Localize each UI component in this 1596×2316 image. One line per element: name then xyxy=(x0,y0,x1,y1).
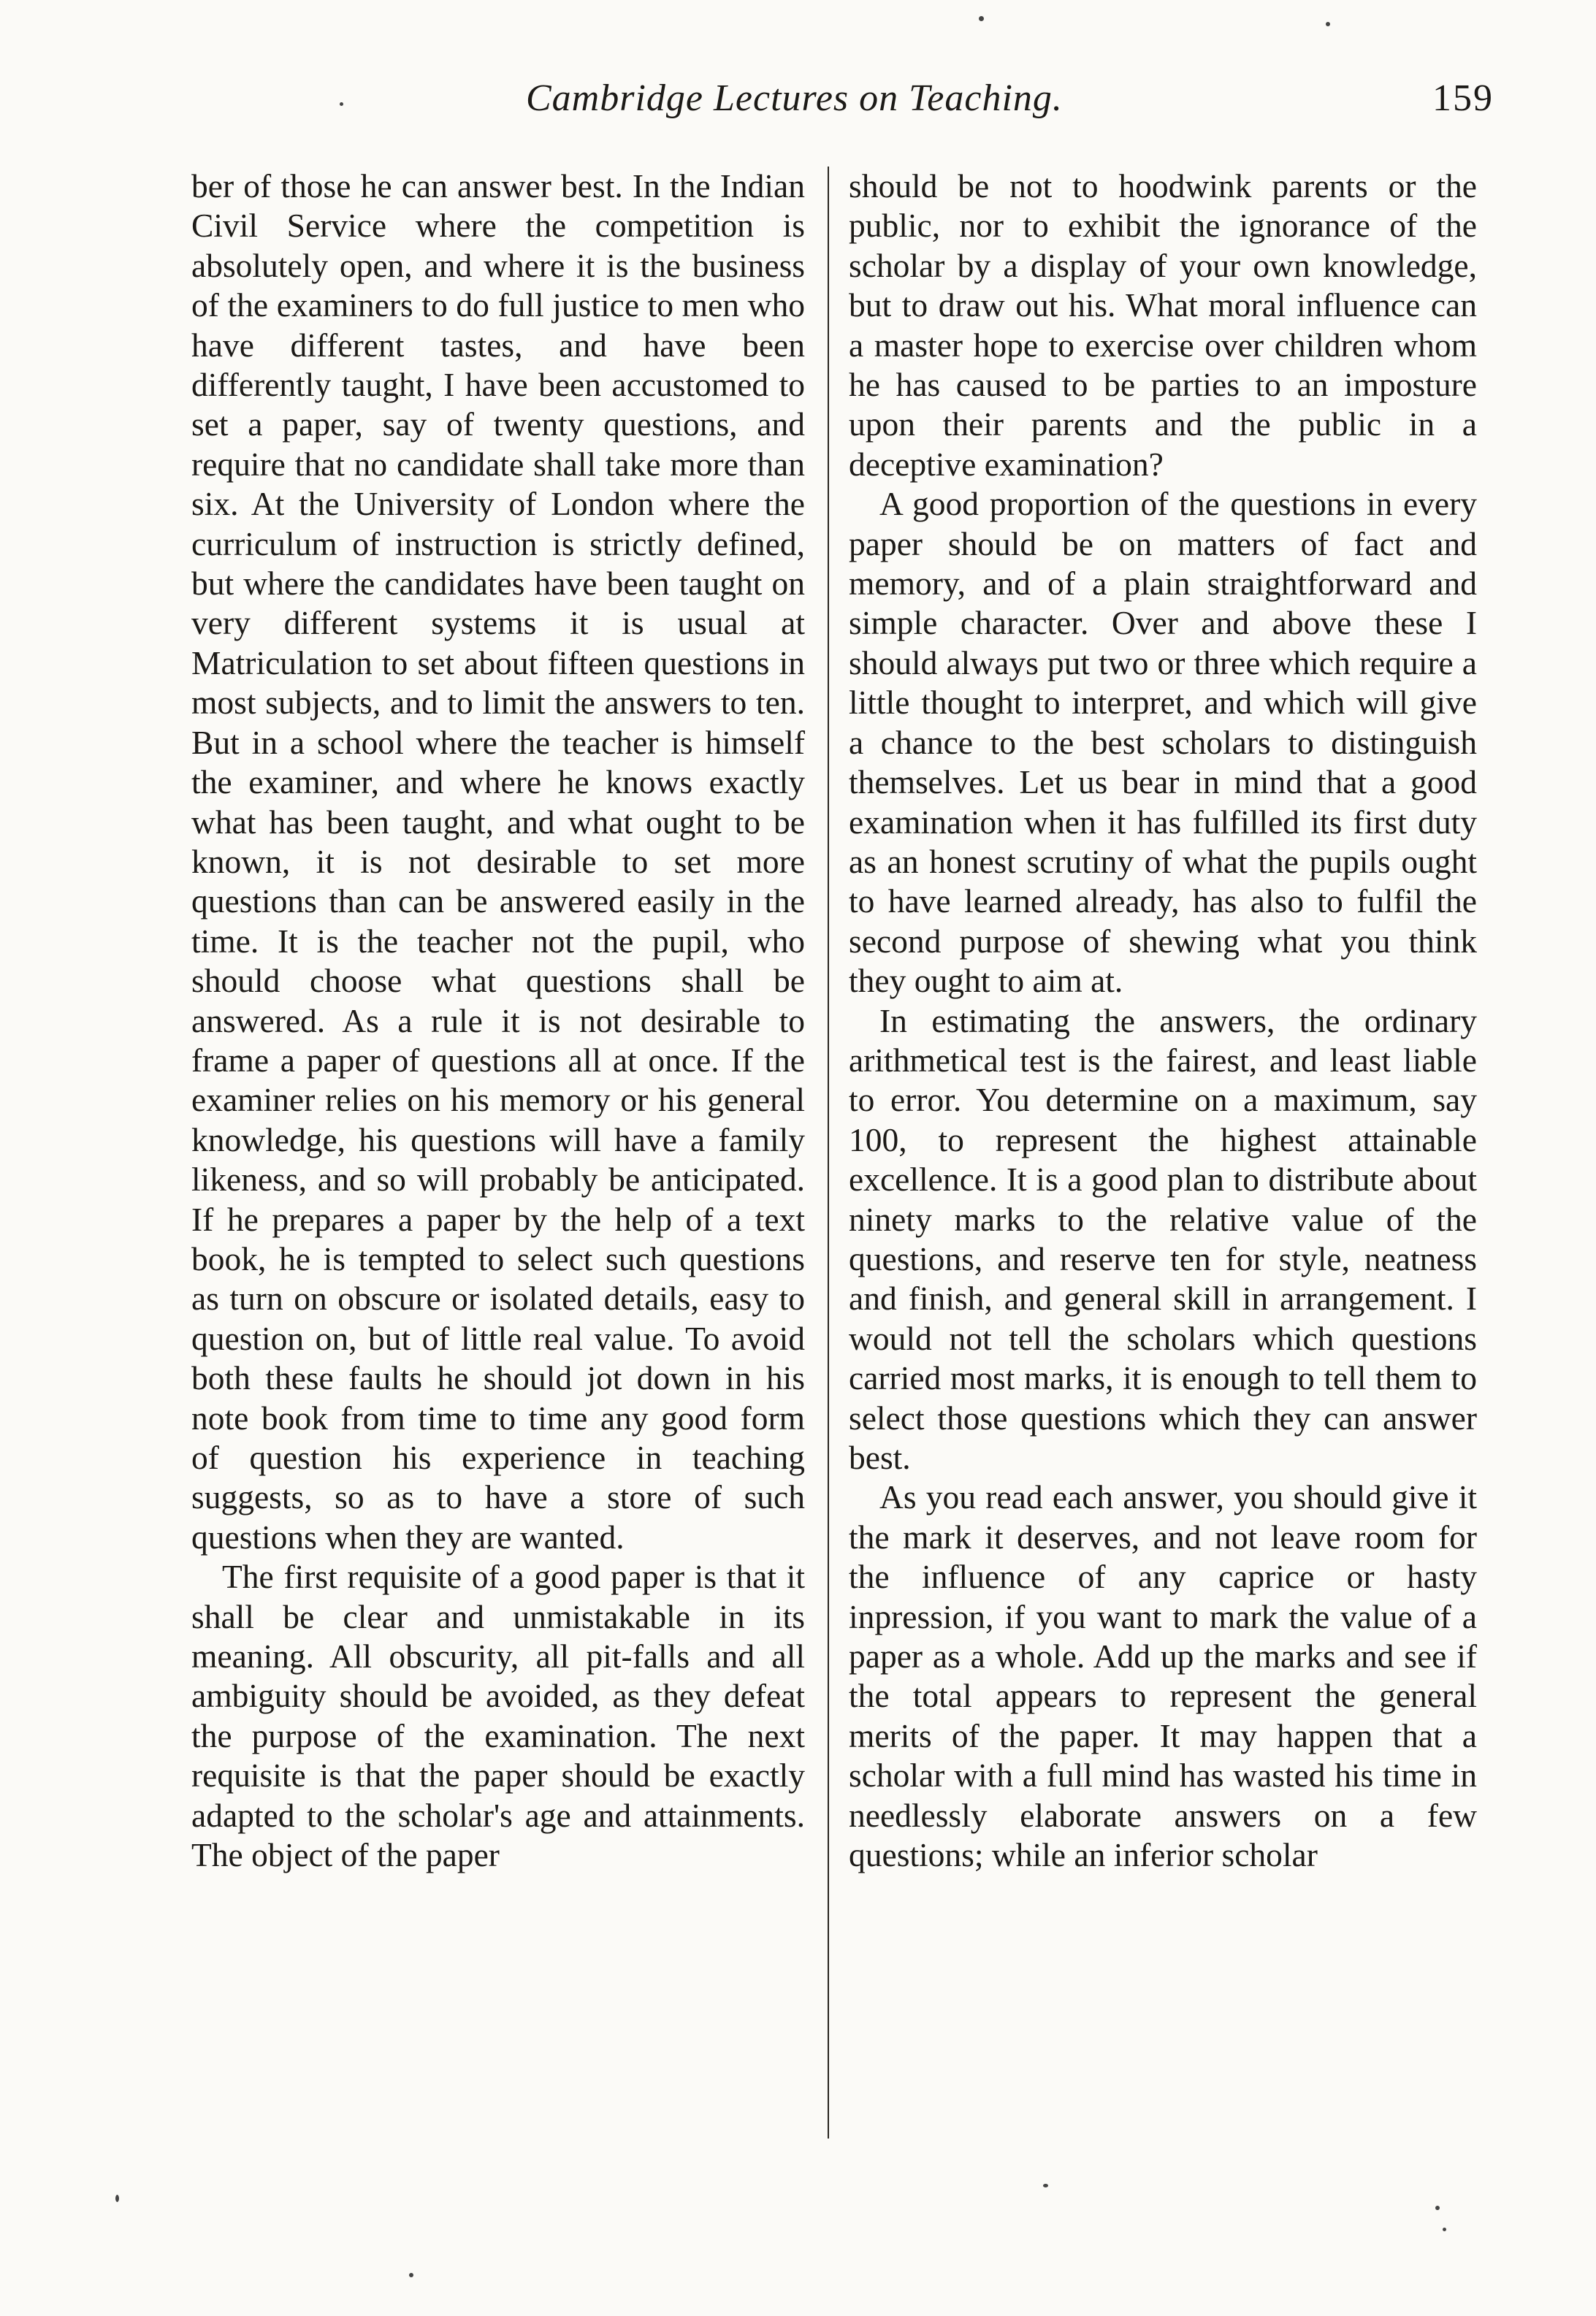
column-divider-rule xyxy=(828,167,829,2139)
left-paragraph-1: ber of those he can answer best. In the Indian Civil Service where the competition is absolutely open, and where it is the business of the examiners to do full justice to men who have different tastes, and have been differently taught, I have been accustomed to set a paper, say of twenty questions, and require that no candidate shall take more than six. At the University of London where the curriculum of instruction is strictly defined, but where the candidates have been taught on very different systems it is usual at Matriculation to set about fifteen questions in most subjects, and to limit the answers to ten. But in a school where the teacher is himself the examiner, and where he knows exactly what has been taught, and what ought to be known, it is not desirable to set more questions than can be answered easily in the time. It is the teacher not the pupil, who should choose what questions shall be answered. As a rule it is not desirable to frame a paper of questions all at once. If the examiner relies on his memory or his general knowledge, his questions will have a family likeness, and so will probably be anticipated. If he prepares a paper by the help of a text book, he is tempted to select such questions as turn on obscure or isolated details, easy to question on, but of little real value. To avoid both these faults he should jot down in his note book from time to time any good form of question his experience in teaching suggests, so as to have a store of such questions when they are wanted. xyxy=(191,167,805,1556)
print-speck xyxy=(409,2273,413,2277)
print-speck xyxy=(1435,2206,1440,2210)
running-header xyxy=(183,77,1494,135)
running-title: Cambridge Lectures on Teaching. xyxy=(526,77,1063,119)
left-column xyxy=(191,167,805,1875)
print-speck xyxy=(1443,2228,1446,2231)
print-speck xyxy=(1043,2184,1048,2187)
right-paragraph-4: As you read each answer, you should give it the mark it deserves, and not leave room for the influence of any caprice or hasty inpression, if you want to mark the value of a paper as a whole. Add up the marks and see if the total appears to represent the general merits of the paper. It may happen that a scholar with a full mind has wasted his time in needlessly elaborate answers on a few questions; while an inferior scholar xyxy=(849,1478,1477,1874)
right-paragraph-1: should be not to hoodwink parents or the public, nor to exhibit the ignorance of the scholar by a display of your own knowledge, but to draw out his. What moral influence can a master hope to exercise over children whom he has caused to be parties to an imposture upon their parents and the public in a deceptive examination? xyxy=(849,167,1477,483)
page-number: 159 xyxy=(1432,77,1494,119)
print-speck xyxy=(979,16,984,21)
left-paragraph-2: The first requisite of a good paper is that it shall be clear and unmistakable in its meaning. All obscurity, all pit-falls and all ambiguity should be avoided, as they defeat the purpose of the examination. The next requisite is that the paper should be exactly adapted to the scholar's age and attainments. The object of the paper xyxy=(191,1558,805,1874)
right-paragraph-3: In estimating the answers, the ordinary arithmetical test is the fairest, and least liable to error. You determine on a maximum, say 100, to represent the highest attainable excellence. It is a good plan to distribute about ninety marks to the relative value of the questions, and reserve ten for style, neatness and finish, and general skill in arrangement. I would not tell the scholars which questions carried most marks, it is enough to tell them to select those questions which they can answer best. xyxy=(849,1001,1477,1476)
print-speck xyxy=(115,2195,119,2202)
right-column xyxy=(849,167,1477,1875)
print-speck xyxy=(340,102,343,106)
print-speck xyxy=(1326,22,1330,26)
right-paragraph-2: A good proportion of the questions in every paper should be on matters of fact and memory, and of a plain straightforward and simple character. Over and above these I should always put two or three which require a little thought to interpret, and which will give a chance to the best scholars to distinguish themselves. Let us bear in mind that a good examination when it has fulfilled its first duty as an honest scrutiny of what the pupils ought to have learned already, has also to fulfil the second purpose of shewing what you think they ought to aim at. xyxy=(849,485,1477,1000)
